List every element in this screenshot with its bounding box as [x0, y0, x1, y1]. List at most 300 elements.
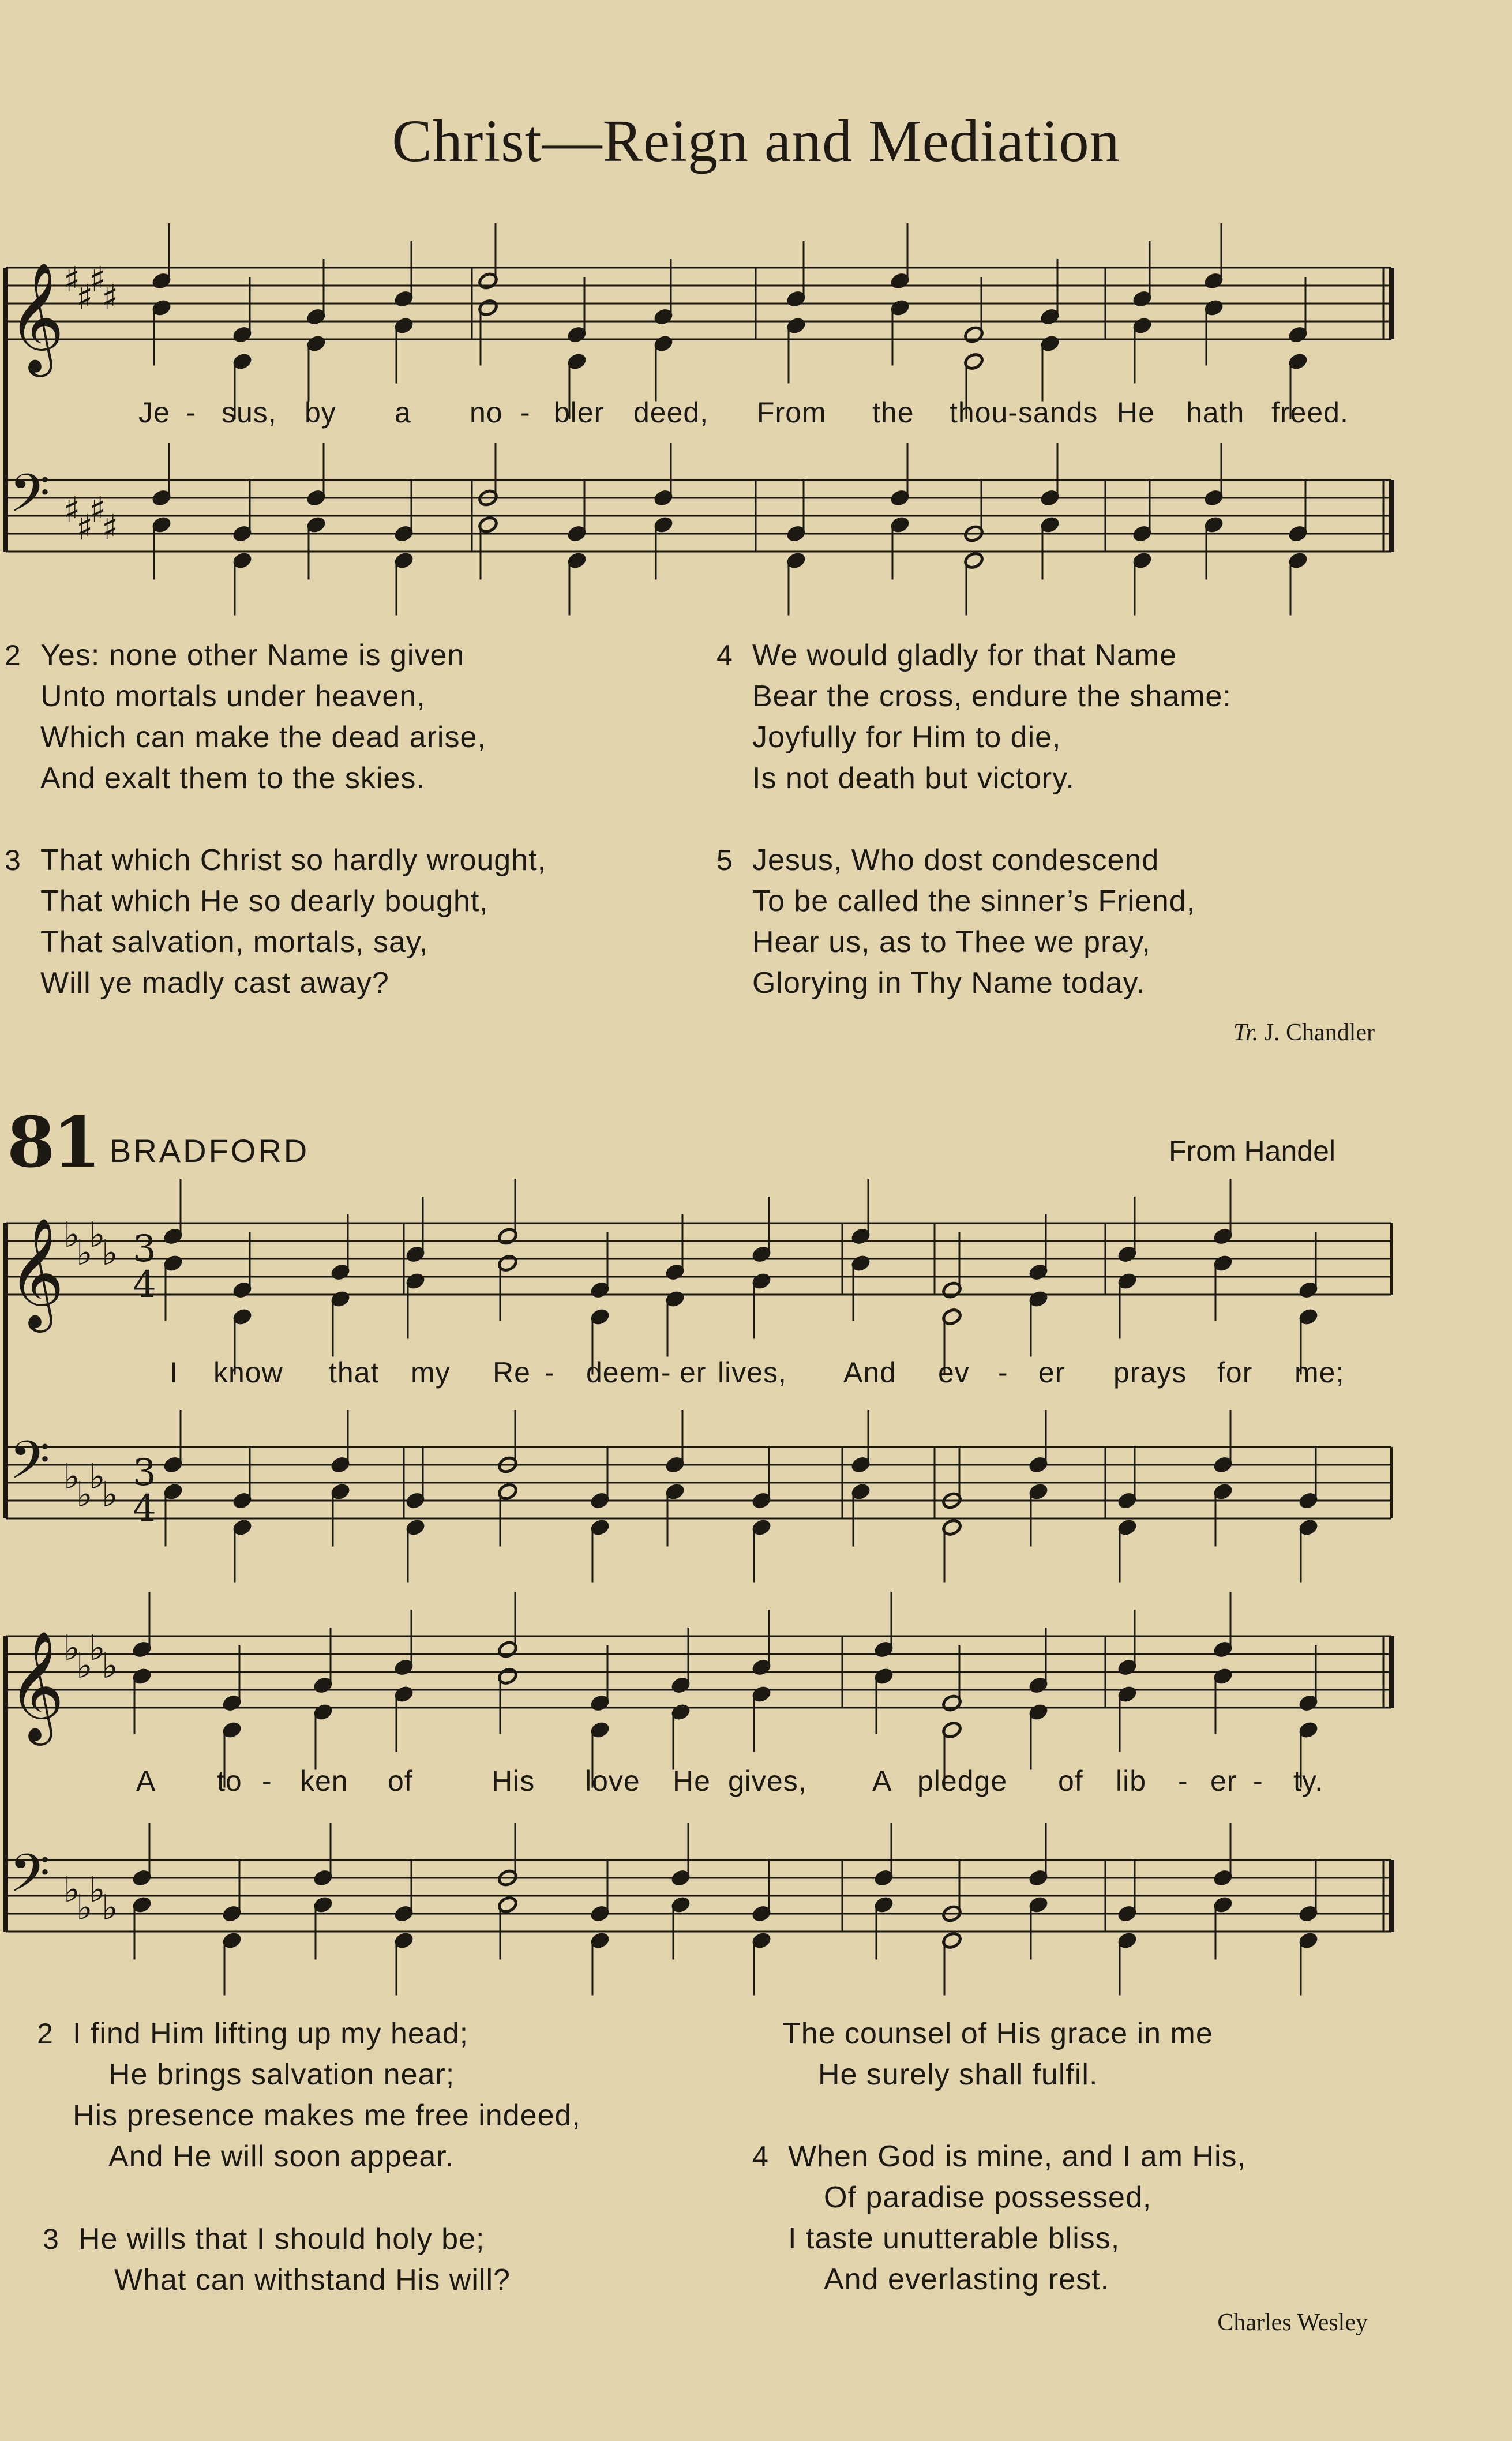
note-icon [1203, 272, 1224, 291]
flat-icon: ♭ [89, 1870, 106, 1910]
note-icon [497, 1667, 518, 1686]
lyric-syllable: And [843, 1356, 896, 1389]
note-icon [590, 1518, 610, 1537]
stanza-line: That salvation, mortals, say, [40, 925, 429, 959]
note-icon [1288, 352, 1308, 371]
lyric-syllable: thou-sands [950, 396, 1098, 429]
note-icon [873, 1640, 894, 1659]
note-icon [151, 298, 172, 317]
stanza-line: Is not death but victory. [752, 762, 1075, 795]
note-icon [1298, 1720, 1319, 1739]
note-icon [497, 1869, 518, 1888]
lyric-syllable: - [661, 1356, 671, 1389]
note-icon [1298, 1694, 1319, 1713]
lyric-syllable: deem [586, 1356, 661, 1389]
note-icon [1117, 1245, 1138, 1264]
stanza-line: Bear the cross, endure the shame: [752, 680, 1232, 713]
note-icon [313, 1676, 333, 1695]
note-icon [590, 1720, 610, 1739]
note-icon [1298, 1491, 1319, 1510]
note-icon [941, 1281, 962, 1300]
note-icon [1117, 1272, 1138, 1291]
note-icon [306, 489, 327, 508]
lyric-syllable: prays [1113, 1356, 1187, 1389]
lyric-syllable: no [470, 396, 503, 429]
flat-icon: ♭ [89, 1215, 106, 1255]
note-icon [1288, 551, 1308, 570]
note-icon [497, 1895, 518, 1914]
note-icon [665, 1482, 685, 1501]
lyrics-line-81-2 [0, 1764, 1512, 1799]
note-icon [1028, 1263, 1049, 1282]
note-icon [1213, 1640, 1233, 1659]
note-icon [665, 1289, 685, 1308]
stanza-line: His presence makes me free indeed, [73, 2099, 581, 2132]
stanza-80-2 [5, 635, 486, 799]
note-icon [751, 1931, 772, 1950]
time-signature: 3 [133, 1452, 156, 1494]
author-credit: Charles Wesley [1217, 2309, 1368, 2336]
lyric-syllable: - [545, 1356, 555, 1389]
note-icon [405, 1518, 426, 1537]
bass-clef-icon: 𝄢 [9, 1843, 50, 1917]
note-icon [1213, 1667, 1233, 1686]
note-icon [963, 352, 984, 371]
note-icon [751, 1658, 772, 1677]
stanza-line: That which Christ so hardly wrought, [40, 843, 547, 877]
note-icon [497, 1254, 518, 1273]
stanza-number: 3 [5, 844, 21, 876]
note-icon [151, 489, 172, 508]
note-icon [590, 1307, 610, 1326]
note-icon [653, 334, 674, 353]
flat-icon: ♭ [89, 1457, 106, 1497]
stanza-81-2-cont [782, 2013, 1213, 2095]
note-icon [163, 1482, 183, 1501]
note-icon [941, 1307, 962, 1326]
note-icon [1213, 1456, 1233, 1475]
note-icon [151, 272, 172, 291]
note-icon [1028, 1869, 1049, 1888]
note-icon [751, 1245, 772, 1264]
note-icon [163, 1456, 183, 1475]
bass-clef-icon: 𝄢 [9, 1430, 50, 1503]
stanza-line: Which can make the dead arise, [40, 721, 486, 754]
note-icon [1117, 1931, 1138, 1950]
stanza-line: I find Him lifting up my head; [73, 2017, 469, 2050]
note-icon [1298, 1931, 1319, 1950]
stanza-line: He surely shall fulfil. [818, 2058, 1098, 2091]
note-icon [1040, 334, 1060, 353]
lyric-syllable: - [1253, 1765, 1263, 1797]
note-icon [566, 524, 587, 543]
lyric-syllable: Re [493, 1356, 531, 1389]
lyric-syllable: me; [1295, 1356, 1345, 1389]
stanza-line: Yes: none other Name is given [40, 639, 465, 672]
treble-clef-icon: 𝄞 [8, 1630, 65, 1741]
lyric-syllable: pledge [917, 1765, 1008, 1797]
sharp-icon: ♯ [102, 508, 119, 548]
note-icon [1298, 1518, 1319, 1537]
note-icon [405, 1491, 426, 1510]
note-icon [963, 551, 984, 570]
note-icon [313, 1869, 333, 1888]
lyric-syllable: deed, [633, 396, 709, 429]
lyric-syllable: - [1178, 1765, 1188, 1797]
flat-icon: ♭ [102, 1888, 118, 1928]
note-icon [653, 308, 674, 327]
flat-icon: ♭ [102, 1646, 118, 1686]
note-icon [941, 1518, 962, 1537]
stanza-line: He wills that I should holy be; [78, 2222, 485, 2256]
note-icon [670, 1703, 691, 1722]
note-icon [590, 1904, 610, 1923]
treble-clef-icon: 𝄞 [8, 1217, 65, 1328]
note-icon [786, 316, 806, 335]
note-icon [232, 1491, 253, 1510]
note-icon [786, 290, 806, 309]
note-icon [963, 325, 984, 344]
lyric-syllable: by [305, 396, 336, 429]
note-icon [1288, 325, 1308, 344]
lyric-syllable: From [757, 396, 827, 429]
lyric-syllable: - [186, 396, 196, 429]
note-icon [566, 352, 587, 371]
composer-source: From Handel [1169, 1135, 1335, 1167]
note-icon [1040, 308, 1060, 327]
stanza-number: 2 [37, 2018, 54, 2050]
lyric-syllable: my [411, 1356, 451, 1389]
note-icon [478, 489, 498, 508]
note-icon [1213, 1254, 1233, 1273]
stanza-80-3 [5, 840, 547, 1004]
lyrics-line-80 [0, 396, 1512, 430]
note-icon [393, 290, 414, 309]
note-icon [665, 1456, 685, 1475]
note-icon [497, 1640, 518, 1659]
note-icon [1028, 1289, 1049, 1308]
lyric-syllable: - [262, 1765, 272, 1797]
note-icon [393, 316, 414, 335]
note-icon [890, 272, 910, 291]
note-icon [1040, 515, 1060, 534]
note-icon [890, 298, 910, 317]
sharp-icon: ♯ [76, 508, 93, 548]
stanza-number: 4 [716, 639, 733, 672]
note-icon [566, 325, 587, 344]
note-icon [1028, 1703, 1049, 1722]
translator-credit [1233, 1019, 1375, 1047]
note-icon [497, 1456, 518, 1475]
flat-icon: ♭ [63, 1870, 80, 1910]
flat-icon: ♭ [76, 1233, 93, 1273]
note-icon [222, 1720, 242, 1739]
note-icon [590, 1281, 610, 1300]
note-icon [786, 524, 806, 543]
note-icon [232, 1307, 253, 1326]
lyric-syllable: for [1217, 1356, 1253, 1389]
lyric-syllable: He [673, 1765, 711, 1797]
stanza-line: To be called the sinner’s Friend, [752, 884, 1196, 918]
note-icon [1288, 524, 1308, 543]
stanza-line: Glorying in Thy Name today. [752, 966, 1146, 1000]
note-icon [850, 1482, 871, 1501]
note-icon [1132, 290, 1153, 309]
lyrics-line-81-1 [0, 1356, 1512, 1390]
note-icon [393, 524, 414, 543]
stanza-number: 3 [43, 2223, 59, 2255]
note-icon [850, 1456, 871, 1475]
credit-prefix: Tr. [1233, 1019, 1259, 1046]
time-signature: 4 [133, 1263, 156, 1306]
note-icon [751, 1272, 772, 1291]
note-icon [232, 352, 253, 371]
sharp-icon: ♯ [63, 490, 81, 530]
stanza-line: And exalt them to the skies. [40, 762, 425, 795]
note-icon [1132, 524, 1153, 543]
note-icon [330, 1456, 351, 1475]
stanza-line: What can withstand His will? [114, 2263, 511, 2297]
note-icon [1028, 1482, 1049, 1501]
stanza-line: Jesus, Who dost condescend [752, 843, 1160, 877]
lyric-syllable: I [170, 1356, 178, 1389]
note-icon [1213, 1482, 1233, 1501]
lyric-syllable: to [217, 1765, 242, 1797]
note-icon [132, 1895, 152, 1914]
note-icon [941, 1694, 962, 1713]
note-icon [478, 515, 498, 534]
note-icon [222, 1694, 242, 1713]
lyric-syllable: ty. [1293, 1765, 1324, 1797]
note-icon [306, 334, 327, 353]
stanza-line: When God is mine, and I am His, [788, 2140, 1246, 2173]
note-icon [941, 1904, 962, 1923]
note-icon [497, 1227, 518, 1246]
stanza-line: Of paradise possessed, [824, 2181, 1152, 2214]
note-icon [1213, 1869, 1233, 1888]
note-icon [665, 1263, 685, 1282]
note-icon [1117, 1518, 1138, 1537]
note-icon [590, 1694, 610, 1713]
note-icon [478, 272, 498, 291]
note-icon [232, 1281, 253, 1300]
note-icon [653, 489, 674, 508]
note-icon [850, 1254, 871, 1273]
note-icon [163, 1227, 183, 1246]
stanza-line: He brings salvation near; [108, 2058, 455, 2091]
lyric-syllable: hath [1186, 396, 1245, 429]
note-icon [941, 1931, 962, 1950]
note-icon [330, 1482, 351, 1501]
note-icon [890, 489, 910, 508]
flat-icon: ♭ [102, 1233, 118, 1273]
note-icon [1117, 1658, 1138, 1677]
note-icon [873, 1667, 894, 1686]
lyric-syllable: bler [554, 396, 605, 429]
note-icon [232, 325, 253, 344]
note-icon [313, 1703, 333, 1722]
flat-icon: ♭ [76, 1888, 93, 1928]
lyric-syllable: lib [1116, 1765, 1147, 1797]
note-icon [751, 1685, 772, 1704]
note-icon [163, 1254, 183, 1273]
note-icon [306, 515, 327, 534]
stanza-line: And everlasting rest. [824, 2263, 1110, 2296]
credit-name: J. Chandler [1264, 1019, 1375, 1046]
note-icon [941, 1720, 962, 1739]
flat-icon: ♭ [63, 1215, 80, 1255]
sharp-icon: ♯ [63, 260, 81, 300]
lyric-syllable: - [998, 1356, 1008, 1389]
note-icon [330, 1263, 351, 1282]
note-icon [232, 551, 253, 570]
note-icon [941, 1491, 962, 1510]
note-icon [1213, 1895, 1233, 1914]
stanza-line: Unto mortals under heaven, [40, 680, 426, 713]
note-icon [393, 1685, 414, 1704]
note-icon [1298, 1904, 1319, 1923]
note-icon [850, 1227, 871, 1246]
sharp-icon: ♯ [102, 278, 119, 318]
flat-icon: ♭ [76, 1646, 93, 1686]
note-icon [393, 1904, 414, 1923]
note-icon [1132, 316, 1153, 335]
lyric-syllable: ken [300, 1765, 348, 1797]
lyric-syllable: His [492, 1765, 535, 1797]
note-icon [405, 1272, 426, 1291]
note-icon [873, 1869, 894, 1888]
note-icon [963, 524, 984, 543]
lyric-syllable: freed. [1271, 396, 1349, 429]
lyric-syllable: of [388, 1765, 413, 1797]
stanza-81-2 [37, 2013, 581, 2177]
lyric-syllable: - [520, 396, 531, 429]
note-icon [393, 1658, 414, 1677]
note-icon [330, 1289, 351, 1308]
note-icon [313, 1895, 333, 1914]
note-icon [890, 515, 910, 534]
note-icon [132, 1869, 152, 1888]
note-icon [222, 1904, 242, 1923]
tune-name: BRADFORD [110, 1133, 310, 1169]
stanza-number: 2 [5, 639, 21, 672]
stanza-line: We would gladly for that Name [752, 639, 1177, 672]
lyric-syllable: er [1210, 1765, 1237, 1797]
flat-icon: ♭ [63, 1628, 80, 1668]
lyric-syllable: A [136, 1765, 156, 1797]
note-icon [232, 524, 253, 543]
note-icon [751, 1904, 772, 1923]
lyric-syllable: er [680, 1356, 707, 1389]
note-icon [1203, 489, 1224, 508]
lyric-syllable: sus, [222, 396, 277, 429]
note-icon [1028, 1895, 1049, 1914]
lyric-syllable: a [395, 396, 411, 429]
note-icon [132, 1640, 152, 1659]
note-icon [566, 551, 587, 570]
time-signature: 3 [133, 1228, 156, 1270]
note-icon [1117, 1904, 1138, 1923]
note-icon [478, 298, 498, 317]
note-icon [1213, 1227, 1233, 1246]
stanza-line: The counsel of His grace in me [782, 2017, 1213, 2050]
note-icon [222, 1931, 242, 1950]
note-icon [497, 1482, 518, 1501]
note-icon [1132, 551, 1153, 570]
note-icon [1298, 1281, 1319, 1300]
note-icon [670, 1895, 691, 1914]
note-icon [751, 1491, 772, 1510]
note-icon [1117, 1491, 1138, 1510]
note-icon [306, 308, 327, 327]
note-icon [1028, 1676, 1049, 1695]
page-title: Christ—Reign and Mediation [392, 108, 1120, 174]
lyric-syllable: A [872, 1765, 892, 1797]
stanza-80-4 [716, 635, 1232, 799]
note-icon [670, 1869, 691, 1888]
note-icon [132, 1667, 152, 1686]
lyric-syllable: ev [938, 1356, 970, 1389]
lyric-syllable: the [872, 396, 914, 429]
lyric-syllable: Je [138, 396, 170, 429]
flat-icon: ♭ [76, 1475, 93, 1515]
note-icon [670, 1676, 691, 1695]
note-icon [1203, 298, 1224, 317]
stanza-80-5 [716, 840, 1196, 1004]
treble-clef-icon: 𝄞 [8, 261, 65, 372]
sharp-icon: ♯ [76, 278, 93, 318]
flat-icon: ♭ [102, 1475, 118, 1515]
stanza-line: Will ye madly cast away? [40, 966, 389, 1000]
note-icon [393, 1931, 414, 1950]
stanza-line: I taste unutterable bliss, [788, 2222, 1120, 2255]
hymn-number: 81 [7, 1102, 99, 1183]
lyric-syllable: love [585, 1765, 640, 1797]
lyric-syllable: He [1117, 396, 1155, 429]
time-signature: 4 [133, 1487, 156, 1530]
stanza-81-3 [43, 2219, 511, 2301]
lyric-syllable: of [1058, 1765, 1083, 1797]
note-icon [786, 551, 806, 570]
stanza-number: 5 [716, 844, 733, 876]
stanza-line: That which He so dearly bought, [40, 884, 489, 918]
stanza-line: And He will soon appear. [108, 2140, 455, 2173]
note-icon [590, 1491, 610, 1510]
stanza-line: Hear us, as to Thee we pray, [752, 925, 1151, 959]
note-icon [232, 1518, 253, 1537]
note-icon [1028, 1456, 1049, 1475]
lyric-syllable: lives, [718, 1356, 787, 1389]
lyric-syllable: gives, [728, 1765, 807, 1797]
flat-icon: ♭ [63, 1457, 80, 1497]
note-icon [751, 1518, 772, 1537]
note-icon [590, 1931, 610, 1950]
note-icon [393, 551, 414, 570]
stanza-number: 4 [752, 2140, 769, 2173]
note-icon [1203, 515, 1224, 534]
note-icon [1040, 489, 1060, 508]
sharp-icon: ♯ [89, 260, 106, 300]
note-icon [653, 515, 674, 534]
stanza-line: Joyfully for Him to die, [752, 721, 1061, 754]
sharp-icon: ♯ [89, 490, 106, 530]
bass-clef-icon: 𝄢 [9, 463, 50, 537]
lyric-syllable: er [1038, 1356, 1065, 1389]
note-icon [1298, 1307, 1319, 1326]
note-icon [405, 1245, 426, 1264]
lyric-syllable: know [213, 1356, 283, 1389]
note-icon [1117, 1685, 1138, 1704]
